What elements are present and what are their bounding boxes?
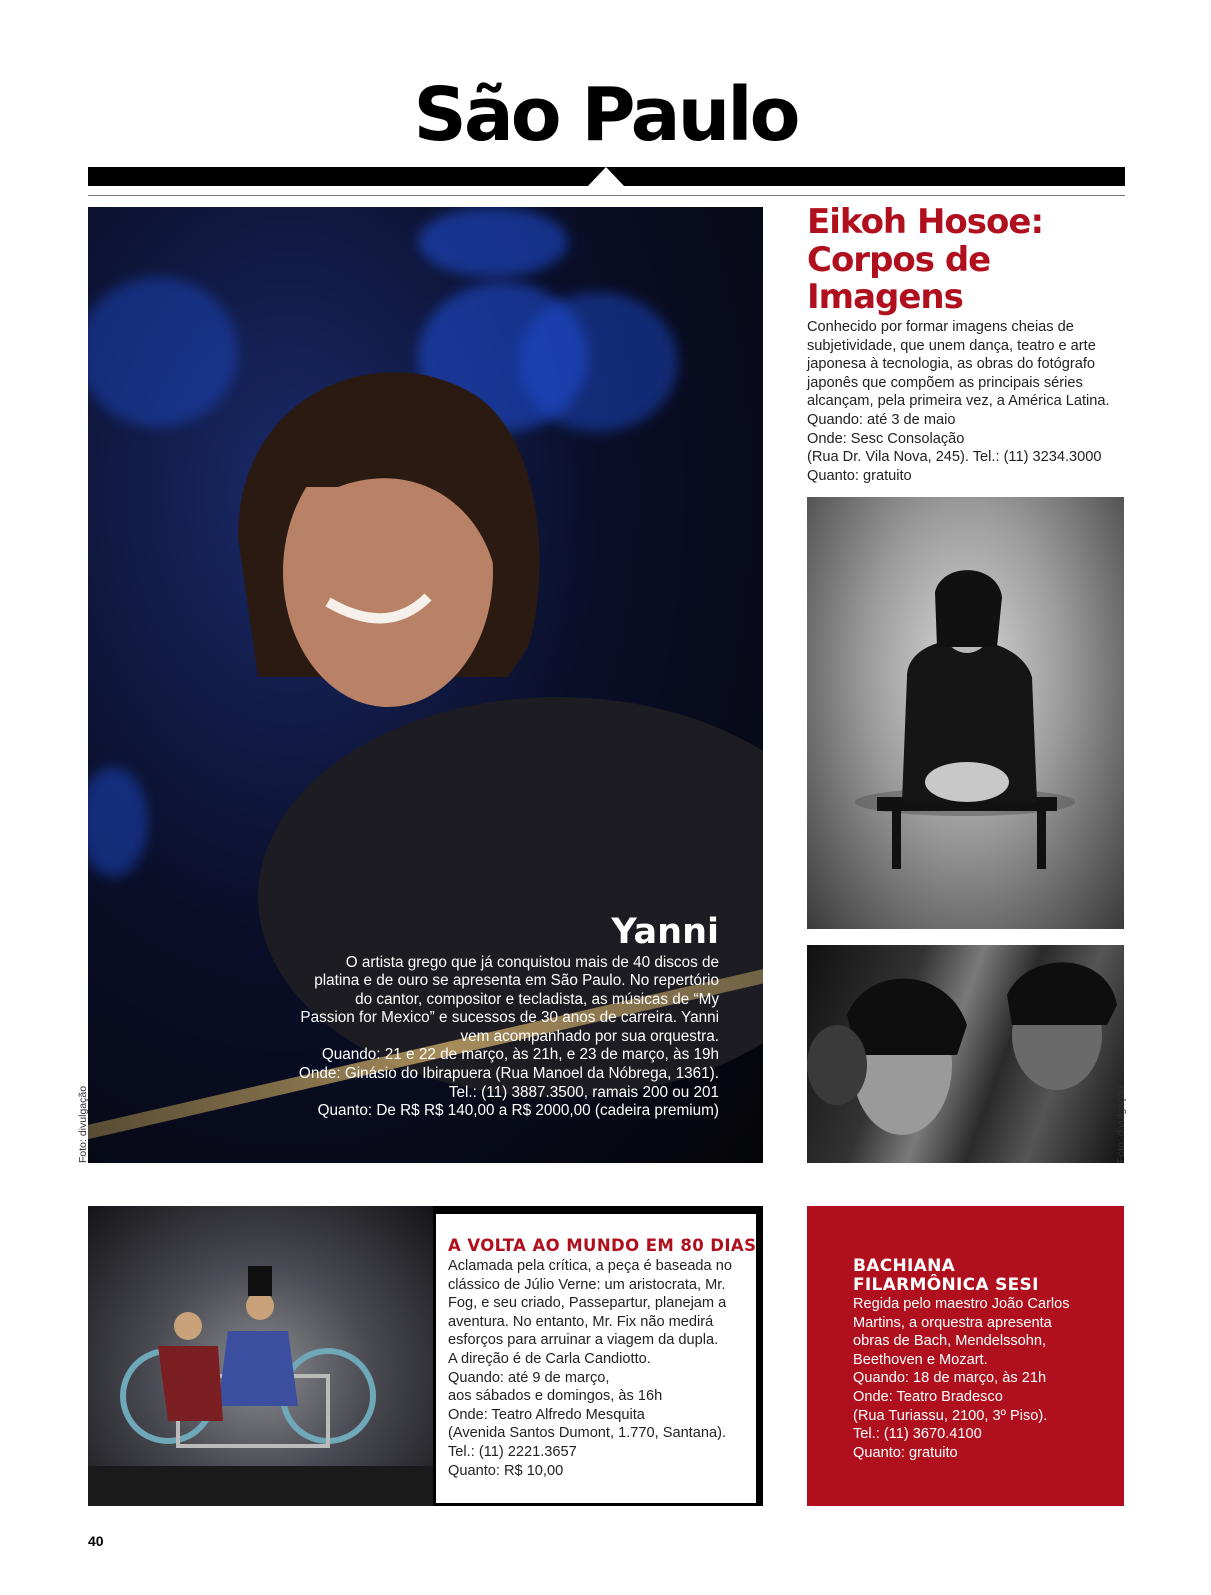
yanni-line: vem acompanhado por sua orquestra. — [460, 1027, 719, 1045]
bachiana-title-line: FILARMÔNICA SESI — [853, 1275, 1039, 1295]
volta-line: aventura. No entanto, Mr. Fix não medirá — [448, 1313, 714, 1330]
page-title: São Paulo — [413, 72, 798, 158]
yanni-line: Quando: 21 e 22 de março, às 21h, e 23 de março, às 19h — [321, 1046, 719, 1064]
volta-line: Quanto: R$ 10,00 — [448, 1462, 564, 1479]
volta-line: Tel.: (11) 2221.3657 — [448, 1443, 577, 1460]
eikoh-title-line: Eikoh Hosoe: — [807, 202, 1044, 242]
bachiana-line: Onde: Teatro Bradesco — [853, 1388, 1003, 1405]
yanni-body — [279, 954, 719, 1121]
theater-scene — [88, 1206, 433, 1506]
volta-line: Onde: Teatro Alfredo Mesquita — [448, 1406, 645, 1423]
eikoh-line: japonesa à tecnologia, as obras do fotógrafo — [807, 356, 1096, 373]
eikoh-photo-seated-figure — [807, 497, 1124, 929]
volta-line: Fog, e seu criado, Passepartur, planejam a — [448, 1295, 727, 1312]
eikoh-line: Onde: Sesc Consolação — [807, 430, 965, 447]
bachiana-line: Quando: 18 de março, às 21h — [853, 1370, 1047, 1387]
eikoh-photo-credit: Foto: divulgação — [1115, 1085, 1127, 1163]
volta-line: aos sábados e domingos, às 16h — [448, 1388, 663, 1405]
eikoh-body — [807, 318, 1127, 485]
yanni-line: Tel.: (11) 3887.3500, ramais 200 ou 201 — [448, 1083, 719, 1101]
eikoh-line: alcançam, pela primeira vez, a América Latina. — [807, 393, 1110, 410]
volta-line: Quando: até 9 de março, — [448, 1369, 610, 1386]
eikoh-line: Quanto: gratuito — [807, 467, 912, 484]
yanni-line: Quanto: De R$ R$ 140,00 a R$ 2000,00 (cadeira premium) — [317, 1102, 719, 1120]
yanni-line: do cantor, compositor e tecladista, as músicas de “My — [355, 990, 719, 1008]
page-number: 40 — [88, 1533, 104, 1549]
eikoh-line: (Rua Dr. Vila Nova, 245). Tel.: (11) 3234.3000 — [807, 449, 1102, 466]
eikoh-line: japonês que compõem as principais séries — [807, 374, 1083, 391]
volta-line: clássico de Júlio Verne: um aristocrata, Mr. — [448, 1276, 726, 1293]
volta-line: esforços para arruinar a viagem da dupla. — [448, 1332, 719, 1349]
eikoh-title-line: Corpos de — [807, 239, 991, 280]
eikoh-line: Conhecido por formar imagens cheias de — [807, 319, 1074, 335]
header-rule-notch — [588, 167, 624, 186]
volta-photo — [88, 1206, 433, 1506]
header-thin-rule — [88, 195, 1125, 196]
volta-line: Aclamada pela crítica, a peça é baseada no — [448, 1258, 732, 1274]
eikoh-line: Quando: até 3 de maio — [807, 411, 956, 428]
eikoh-line: subjetividade, que unem dança, teatro e arte — [807, 337, 1096, 354]
bachiana-line: Quanto: gratuito — [853, 1444, 958, 1461]
yanni-line: platina e de ouro se apresenta em São Paulo. No repertório — [314, 972, 719, 990]
bachiana-line: Beethoven e Mozart. — [853, 1351, 988, 1368]
bachiana-line: Regida pelo maestro João Carlos — [853, 1296, 1070, 1312]
yanni-photo-credit: Foto: divulgação — [77, 1085, 89, 1163]
volta-line: (Avenida Santos Dumont, 1.770, Santana). — [448, 1425, 727, 1442]
bachiana-line: (Rua Turiassu, 2100, 3º Piso). — [853, 1407, 1048, 1424]
yanni-line: Onde: Ginásio do Ibirapuera (Rua Manoel da Nóbrega, 1361). — [298, 1065, 719, 1083]
yanni-photo — [88, 207, 763, 1163]
faces — [807, 945, 1124, 1163]
bachiana-line: Tel.: (11) 3670.4100 — [853, 1426, 982, 1443]
seated-figure — [807, 497, 1124, 929]
bachiana-body — [853, 1295, 1123, 1462]
bachiana-title-line: BACHIANA — [853, 1256, 956, 1276]
yanni-line: Passion for Mexico” e sucessos de 30 anos de carreira. Yanni — [300, 1009, 719, 1027]
bachiana-line: Martins, a orquestra apresenta — [853, 1314, 1052, 1331]
yanni-heading: Yanni — [611, 912, 719, 952]
yanni-line: O artista grego que já conquistou mais de 40 discos de — [345, 953, 719, 971]
volta-heading: A VOLTA AO MUNDO EM 80 DIAS — [448, 1236, 757, 1255]
eikoh-photo-faces — [807, 945, 1124, 1163]
volta-body — [448, 1257, 748, 1480]
bachiana-heading — [853, 1257, 1113, 1295]
eikoh-heading — [807, 204, 1137, 317]
eikoh-title-line: Imagens — [807, 277, 963, 317]
bachiana-line: obras de Bach, Mendelssohn, — [853, 1333, 1047, 1350]
volta-line: A direção é de Carla Candiotto. — [448, 1350, 651, 1367]
